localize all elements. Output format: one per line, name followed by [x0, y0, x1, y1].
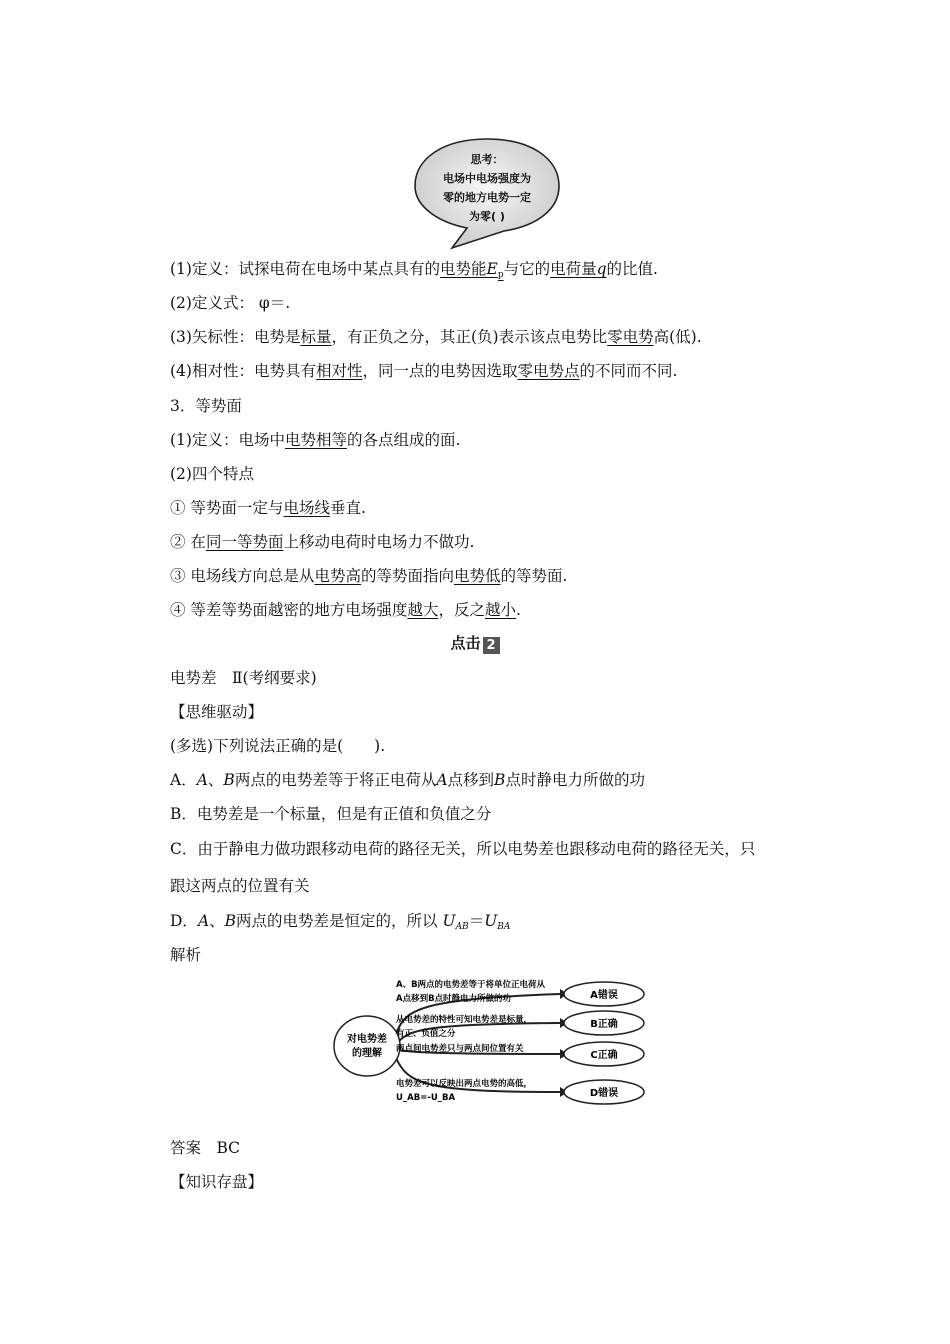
topic-title: 电势差 Ⅱ(考纲要求): [170, 669, 317, 687]
diagram-reason-4-line-2: U_AB=-U_BA: [396, 1093, 456, 1103]
analysis-label: 解析: [170, 946, 202, 964]
diagram-reason-3-line-1: 两点间电势差只与两点间位置有关: [396, 1044, 524, 1054]
option-d: D．A、B两点的电势差是恒定的，所以 $U_{AB}=U_{BA}$: [170, 912, 511, 932]
feature-1: ① 等势面一定与电场线垂直.: [170, 499, 366, 517]
diagram-center-line-1: 对电势差: [347, 1034, 387, 1045]
diagram-center-node: [334, 1016, 400, 1076]
section-number-badge: 2: [483, 637, 500, 654]
bubble-title: 思考：: [470, 153, 504, 166]
thinking-driver: 【思维驱动】: [170, 703, 264, 721]
bubble-line-3: 为零( ): [469, 210, 505, 223]
potential-definition: (1)定义：试探电荷在电场中某点具有的电势能$E_p$与它的电荷量q的比值.: [170, 260, 658, 280]
option-c: C．由于静电力做功跟移动电荷的路径无关，所以电势差也跟移动电荷的路径无关，只: [170, 840, 756, 858]
diagram-reason-1-line-1: A、B两点的电势差等于将单位正电荷从: [396, 980, 546, 990]
diagram-verdict-d-text: D错误: [589, 1088, 619, 1099]
potential-relativity: (4)相对性：电势具有相对性，同一点的电势因选取零电势点的不同而不同.: [170, 362, 678, 380]
diagram-reason-2-line-1: 从电势差的特性可知电势差是标量，: [396, 1015, 533, 1025]
diagram-reason-2-line-2: 有正、负值之分: [396, 1029, 456, 1039]
equipotential-definition: (1)定义：电场中电势相等的各点组成的面.: [170, 431, 461, 449]
feature-3: ③ 电场线方向总是从电势高的等势面指向电势低的等势面.: [170, 567, 568, 585]
potential-scalar: (3)矢标性：电势是标量，有正负之分，其正(负)表示该点电势比零电势高(低).: [170, 328, 702, 346]
diagram-reason-4-line-1: 电势差可以反映出两点电势的高低，: [396, 1079, 533, 1089]
diagram-verdict-c-text: C正确: [590, 1050, 618, 1061]
option-b: B．电势差是一个标量，但是有正值和负值之分: [170, 805, 492, 823]
diagram-reason-1-line-2: A点移到B点时静电力所做的功: [396, 994, 512, 1004]
answer: 答案 BC: [170, 1139, 241, 1157]
feature-4: ④ 等差等势面越密的地方电场强度越大，反之越小.: [170, 601, 521, 619]
bubble-text: [412, 150, 562, 226]
feature-2: ② 在同一等势面上移动电荷时电场力不做功.: [170, 533, 475, 551]
section-heading: 点击 2: [0, 632, 950, 654]
option-a: A．A、B两点的电势差等于将正电荷从A点移到B点时静电力所做的功: [170, 771, 645, 789]
question-stem: (多选)下列说法正确的是( ).: [170, 737, 386, 755]
diagram-verdict-b-text: B正确: [590, 1019, 618, 1030]
bubble-line-2: 零的地方电势一定: [443, 191, 531, 204]
concept-diagram: [330, 974, 650, 1114]
bubble-line-1: 电场中电场强度为: [443, 172, 531, 185]
potential-formula: (2)定义式： φ＝.: [170, 294, 291, 312]
features-title: (2)四个特点: [170, 465, 254, 483]
diagram-center-line-2: 的理解: [352, 1048, 382, 1059]
equipotential-title: 3．等势面: [170, 397, 242, 415]
knowledge-storage: 【知识存盘】: [170, 1173, 264, 1191]
diagram-verdict-a-text: A错误: [590, 990, 618, 1001]
option-c-continued: 跟这两点的位置有关: [170, 877, 310, 895]
